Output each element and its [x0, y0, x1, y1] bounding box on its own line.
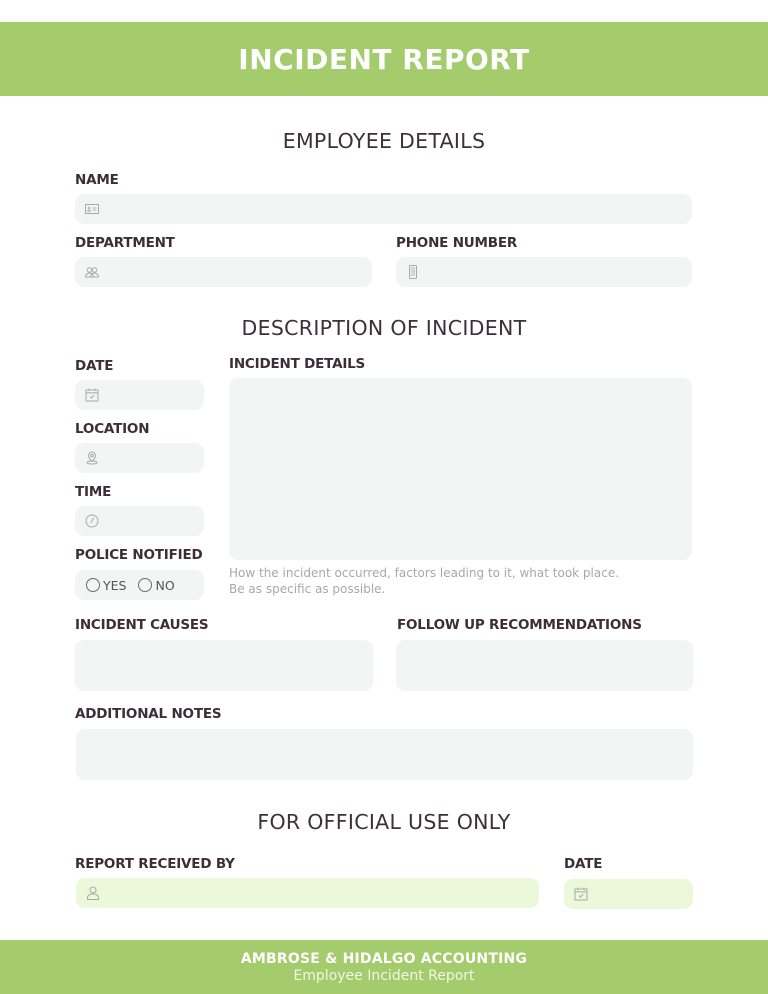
time-field[interactable] [75, 506, 204, 536]
location-label: LOCATION [75, 421, 150, 437]
date-label: DATE [75, 358, 114, 374]
official-date-field[interactable] [564, 879, 693, 909]
incident-details-textarea[interactable] [229, 378, 692, 560]
hint-line-2: Be as specific as possible. [229, 581, 386, 596]
page-title: INCIDENT REPORT [238, 42, 530, 76]
follow-up-recommendations-label: FOLLOW UP RECOMMENDATIONS [397, 617, 642, 633]
clock-icon [84, 513, 100, 529]
footer-subtitle: Employee Incident Report [293, 967, 475, 984]
people-group-icon [84, 264, 100, 280]
follow-up-recommendations-textarea[interactable] [396, 640, 693, 691]
radio-no[interactable] [138, 578, 174, 593]
radio-yes-circle[interactable] [86, 578, 100, 592]
section-title-official-use: FOR OFFICIAL USE ONLY [257, 810, 511, 834]
incident-causes-label: INCIDENT CAUSES [75, 617, 209, 633]
section-title-description-of-incident: DESCRIPTION OF INCIDENT [241, 316, 527, 340]
hint-line-1: How the incident occurred, factors leading to it, what took place. [229, 566, 620, 580]
section-title-employee-details: EMPLOYEE DETAILS [282, 129, 486, 153]
radio-no-circle[interactable] [138, 578, 152, 592]
mobile-phone-icon [405, 264, 421, 280]
additional-notes-label: ADDITIONAL NOTES [75, 706, 222, 722]
radio-yes[interactable] [86, 578, 126, 593]
report-received-by-field[interactable] [76, 878, 539, 908]
department-field[interactable] [75, 257, 372, 287]
radio-yes-label: YES [103, 577, 127, 593]
incident-date-field[interactable] [75, 380, 204, 410]
location-field[interactable] [75, 443, 204, 473]
phone-number-field[interactable] [396, 257, 692, 287]
footer-company-name: AMBROSE & HIDALGO ACCOUNTING [240, 950, 528, 967]
time-label: TIME [75, 484, 112, 500]
official-date-label: DATE [564, 856, 603, 872]
incident-details-hint [229, 566, 699, 597]
additional-notes-textarea[interactable] [76, 729, 693, 780]
calendar-icon [84, 387, 100, 403]
police-notified-label: POLICE NOTIFIED [75, 547, 203, 563]
report-received-by-label: REPORT RECEIVED BY [75, 856, 235, 872]
map-pin-icon [84, 450, 100, 466]
name-label: NAME [75, 172, 119, 188]
incident-details-label: INCIDENT DETAILS [229, 356, 366, 372]
police-notified-radio-group [75, 570, 204, 600]
calendar-icon [573, 886, 589, 902]
radio-no-label: NO [155, 577, 175, 593]
incident-causes-textarea[interactable] [75, 640, 373, 691]
person-icon [85, 885, 101, 901]
footer-banner [0, 940, 768, 994]
header-banner [0, 22, 768, 96]
id-card-icon [84, 201, 100, 217]
department-label: DEPARTMENT [75, 235, 175, 251]
phone-number-label: PHONE NUMBER [396, 235, 518, 251]
name-field[interactable] [75, 194, 692, 224]
